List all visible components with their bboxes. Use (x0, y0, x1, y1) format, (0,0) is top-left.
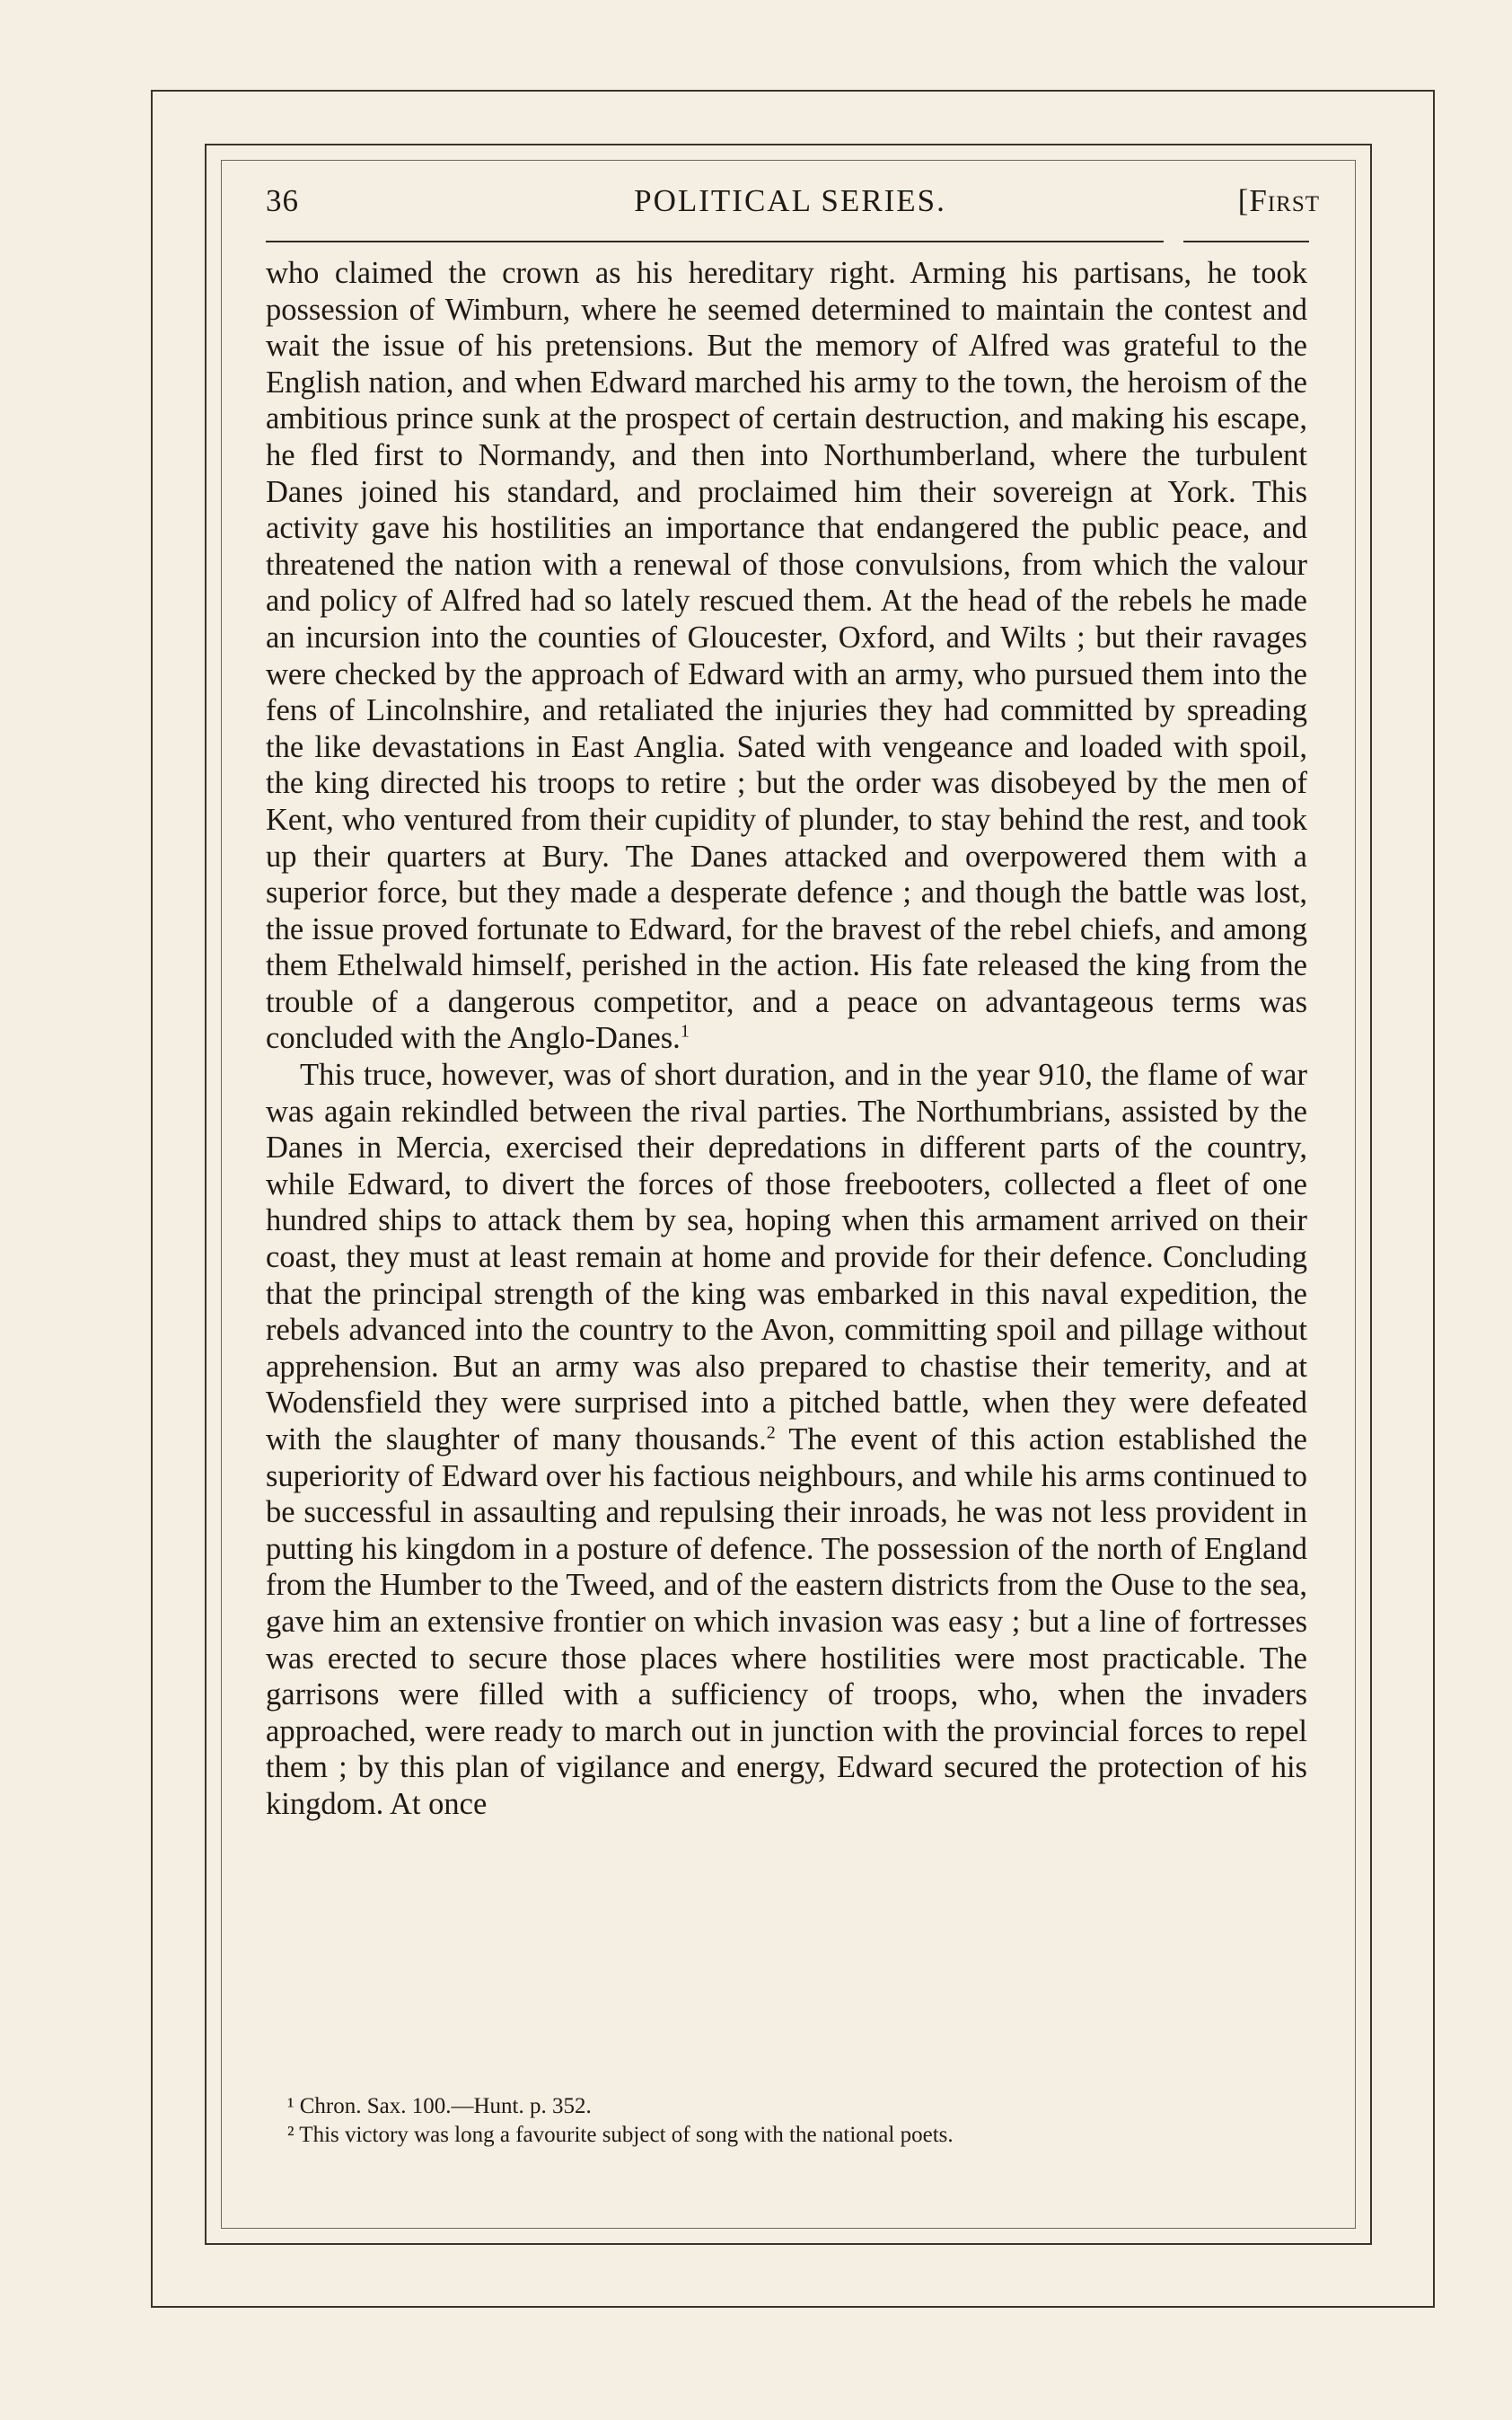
footnote: ¹ Chron. Sax. 100.—Hunt. p. 352. (287, 2094, 592, 2118)
paragraph: This truce, however, was of short duration, and in the year 910, the flame of war was again rekindled between the rival parties. The Northumbrians, assisted by the Danes in Mercia, exercised their depredations in different parts of the country, while Edward, to divert the forces of those freebooters, collected a fleet of one hundred ships to attack them by sea, hoping when this armament arrived on their coast, they must at least remain at home and provide for their defence. Concluding that the principal strength of the king was embarked in this naval expedition, the rebels advanced into the country to the Avon, committing spoil and pillage without apprehension. But an army was also prepared to chastise their temerity, and at Wodensfield they were surprised into a pitched battle, when they were defeated with the slaughter of many thousands.$^2$ The event of this action established the superiority of Edward over his factious neighbours, and while his arms continued to be successful in assaulting and repulsing their inroads, he was not less provident in putting his kingdom in a posture of defence. The possession of the north of England from the Humber to the Tweed, and of the eastern districts from the Ouse to the sea, gave him an extensive frontier on which invasion was easy ; but a line of fortresses was erected to secure those places where hostilities were most practicable. The garrisons were filled with a sufficiency of troops, who, when the invaders approached, were ready to march out in junction with the provincial forces to repel them ; by this plan of vigilance and energy, Edward secured the protection of his kingdom. At once (266, 1058, 1307, 1821)
paragraph: who claimed the crown as his hereditary right. Arming his partisans, he took possession of Wimburn, where he seemed determined to maintain the contest and wait the issue of his pretensions. But the memory of Alfred was grateful to the English nation, and when Edward marched his army to the town, the heroism of the ambitious prince sunk at the prospect of certain destruction, and making his escape, he fled first to Normandy, and then into Northumberland, where the turbulent Danes joined his standard, and proclaimed him their sovereign at York. This activity gave his hostilities an importance that endangered the public peace, and threatened the nation with a renewal of those convulsions, from which the valour and policy of Alfred had so lately rescued them. At the head of the rebels he made an incursion into the counties of Gloucester, Oxford, and Wilts ; but their ravages were checked by the approach of Edward with an army, who pursued them into the fens of Lincolnshire, and retaliated the injuries they had committed by spreading the like devastations in East Anglia. Sated with vengeance and loaded with spoil, the king directed his troops to retire ; but the order was disobeyed by the men of Kent, who ventured from their cupidity of plunder, to stay behind the rest, and took up their quarters at Bury. The Danes attacked and overpowered them with a superior force, but they made a desperate defence ; and though the battle was lost, the issue proved fortunate to Edward, for the bravest of the rebel chiefs, and among them Ethelwald himself, perished in the action. His fate released the king from the trouble of a dangerous competitor, and a peace on advantageous terms was concluded with the Anglo-Danes.$^1$ (266, 256, 1307, 1056)
page-number: 36 (266, 183, 299, 218)
header-rule-short (1183, 241, 1309, 242)
header-rule (266, 241, 1164, 242)
section-label: [First (1237, 183, 1320, 218)
body-text (266, 255, 1307, 1823)
footnote: ² This victory was long a favourite subject of song with the national poets. (287, 2123, 954, 2147)
running-header (260, 183, 1320, 228)
footnote-mark: 1 (680, 1021, 690, 1042)
running-title: POLITICAL SERIES. (634, 183, 946, 218)
footnote-mark: 2 (766, 1422, 776, 1443)
footnotes (266, 2092, 1307, 2150)
